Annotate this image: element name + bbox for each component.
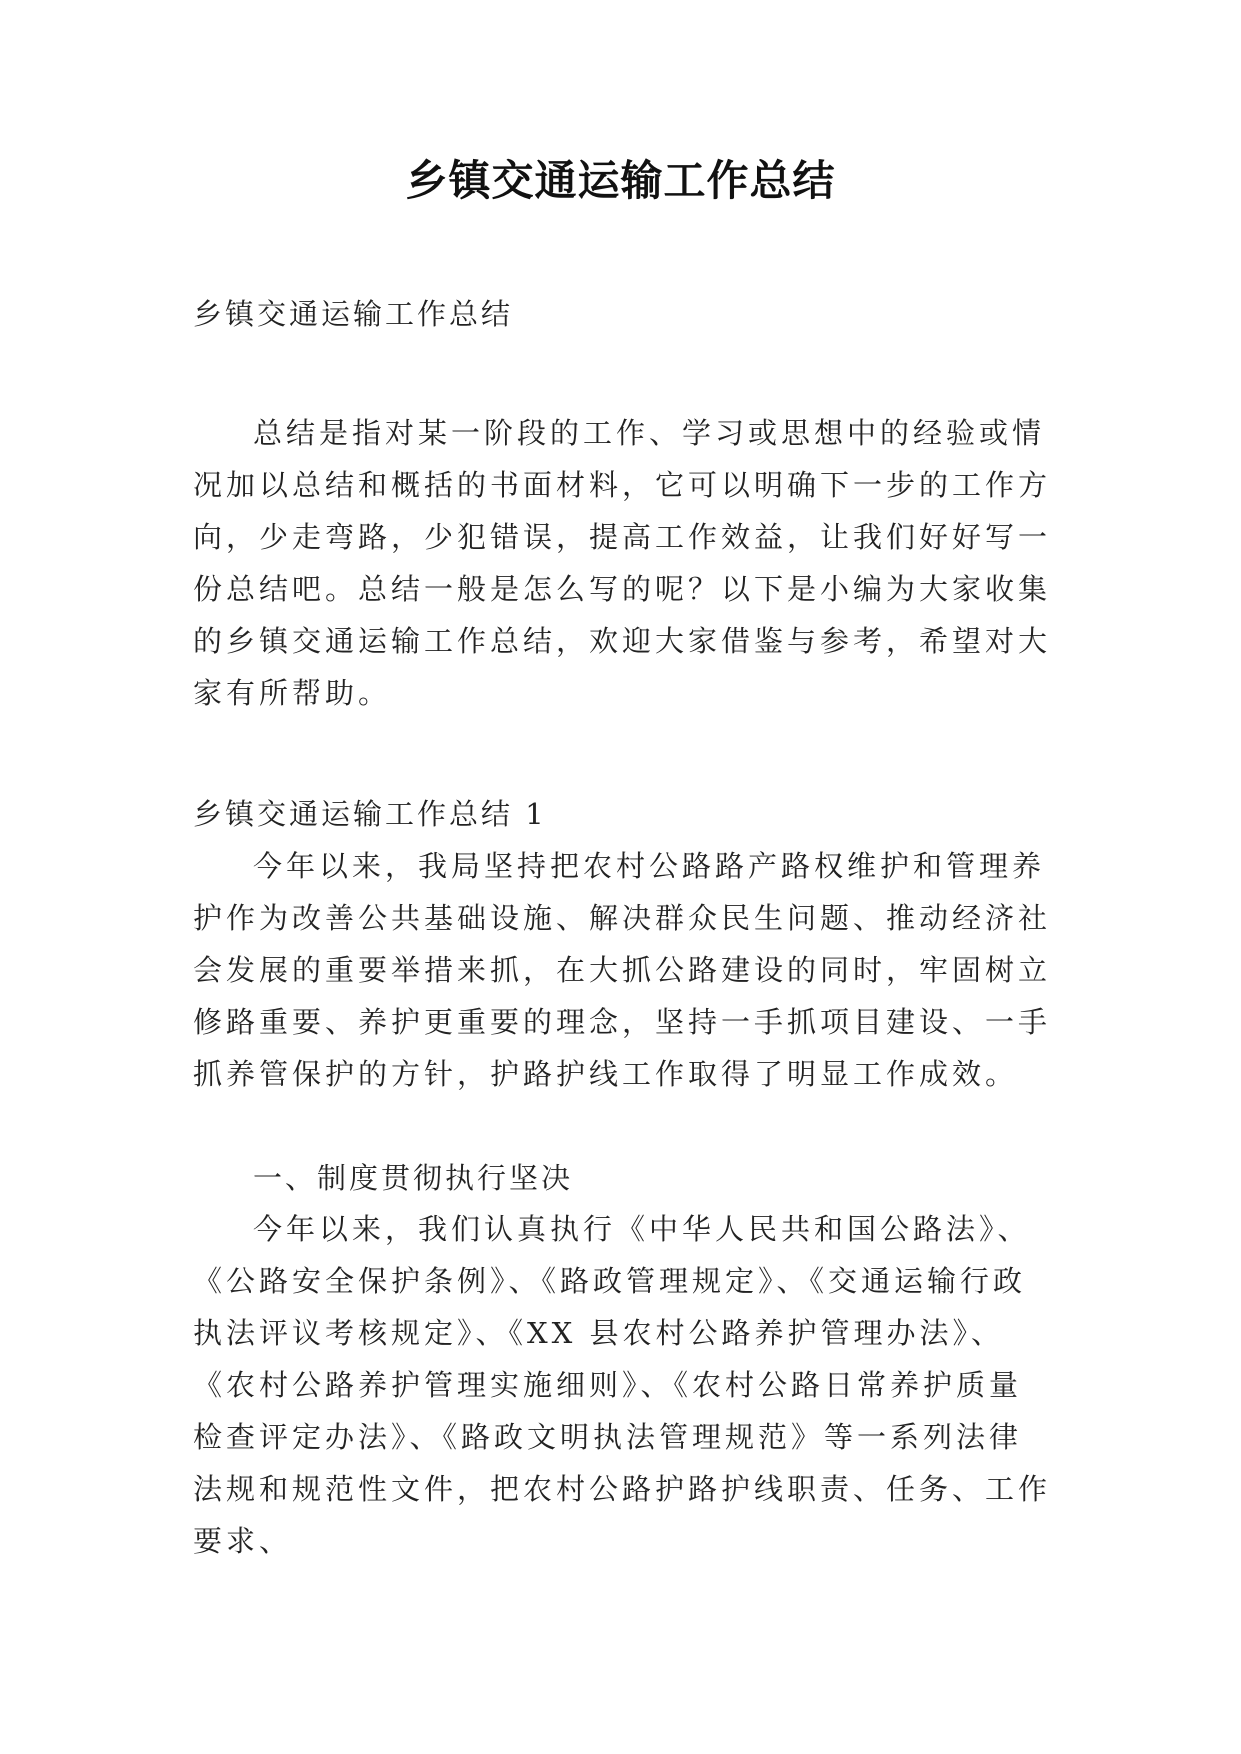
- document-title: 乡镇交通运输工作总结: [405, 156, 836, 205]
- body-paragraph: 今年以来，我局坚持把农村公路路产路权维护和管理养护作为改善公共基础设施、解决群众民生问题、推动经济社会发展的重要举措来抓，在大抓公路建设的同时，牢固树立修路重要、养护更重要的理念，坚持一手抓项目建设、一手抓养管保护的方针，护路护线工作取得了明显工作成效。: [193, 849, 1052, 1091]
- section-title: 乡镇交通运输工作总结 1: [193, 797, 547, 831]
- intro-paragraph: 总结是指对某一阶段的工作、学习或思想中的经验或情况加以总结和概括的书面材料，它可以明确下一步的工作方向，少走弯路，少犯错误，提高工作效益，让我们好好写一份总结吧。总结一般是怎么写的呢？以下是小编为大家收集的乡镇交通运输工作总结，欢迎大家借鉴与参考，希望对大家有所帮助。: [193, 416, 1052, 710]
- document-subtitle: 乡镇交通运输工作总结: [193, 297, 514, 331]
- subheading: 一、制度贯彻执行坚决: [253, 1161, 574, 1195]
- body-paragraph: 今年以来，我们认真执行《中华人民共和国公路法》、《公路安全保护条例》、《路政管理规定》、《交通运输行政执法评议考核规定》、《XX 县农村公路养护管理办法》、《农村公路养护管理实施细则》、《农村公路日常养护质量检查评定办法》、《路政文明执法管理规范》等一系列法律法规和规范性文件，把农村公路护路护线职责、任务、工作要求、: [193, 1212, 1052, 1558]
